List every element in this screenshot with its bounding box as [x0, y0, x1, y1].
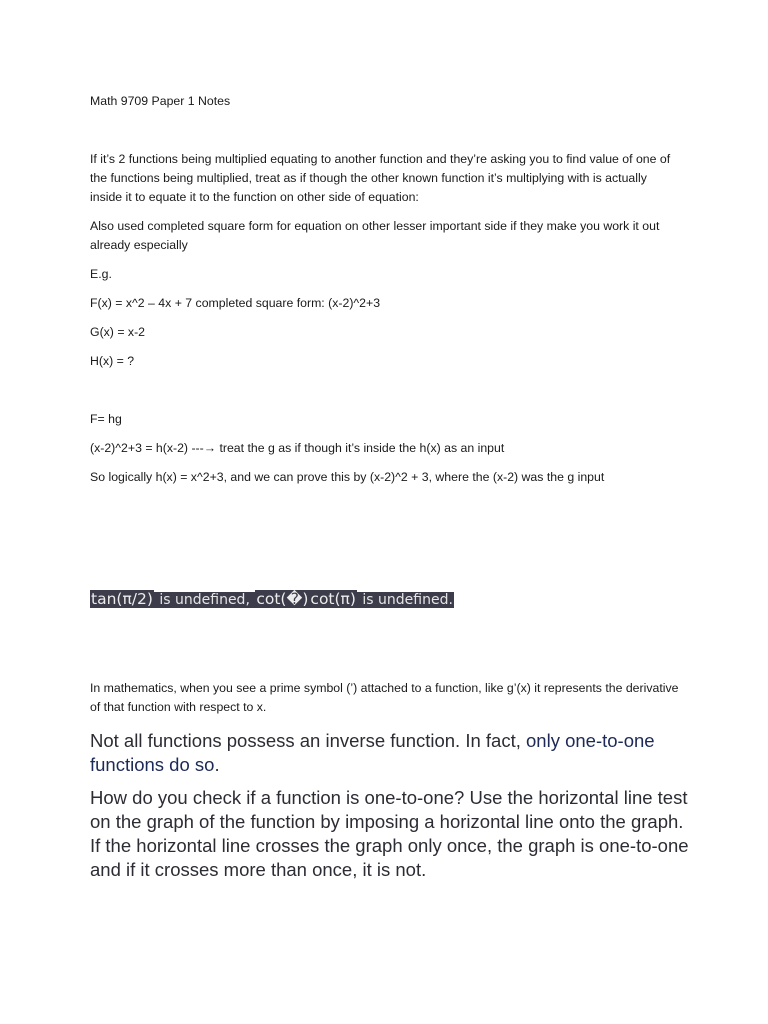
composition-equation: F= hg — [90, 412, 122, 426]
example-label: E.g. — [90, 267, 112, 281]
cot-expression: cot(π) — [310, 590, 356, 608]
g-definition: G(x) = x-2 — [90, 325, 145, 339]
treat-as-input-line: (x-2)^2+3 = h(x-2) ---→ treat the g as if though it’s inside the h(x) as an input — [90, 441, 505, 455]
inverse-text-a: Not all functions possess an inverse function. In fact, — [90, 730, 527, 751]
h-definition: H(x) = ? — [90, 354, 135, 368]
paragraph-completed-square: Also used completed square form for equation on other lesser important side if they make you work it out already especially — [90, 219, 660, 252]
document-title: Math 9709 Paper 1 Notes — [90, 94, 231, 108]
inverse-text-c: . — [214, 754, 220, 775]
prime-symbol-paragraph: In mathematics, when you see a prime symbol (’) attached to a function, like g’(x) it represents the derivative of that function with respect to x. — [90, 681, 679, 714]
highlighted-undefined-note — [90, 588, 454, 611]
tan-expression: tan(π/2) — [91, 590, 153, 608]
undefined-text-1: is undefined, — [154, 592, 255, 608]
undefined-text-2: is undefined. — [357, 592, 453, 608]
inverse-text-b: only one-to-one functions do so — [90, 730, 655, 775]
inverse-function-paragraph — [90, 729, 690, 777]
one-to-one-paragraph: How do you check if a function is one-to-one? Use the horizontal line test on the graph of the function by imposing a horizontal line onto the graph. If the horizontal line crosses the graph only once, the graph is one-to-one and if it crosses more than once, it is not. — [90, 787, 689, 880]
logic-conclusion-line: So logically h(x) = x^2+3, and we can prove this by (x-2)^2 + 3, where the (x-2) was the g input — [90, 470, 605, 484]
paragraph-multiplied-functions: If it’s 2 functions being multiplied equating to another function and they’re asking you to find value of one of the functions being multiplied, treat as if though the other known function it’s multiplying with is actually inside it to equate it to the function on other side of equation: — [90, 152, 671, 204]
f-definition: F(x) = x^2 – 4x + 7 completed square form: (x-2)^2+3 — [90, 296, 381, 310]
cot-broken-expression: cot(�) — [256, 590, 309, 608]
